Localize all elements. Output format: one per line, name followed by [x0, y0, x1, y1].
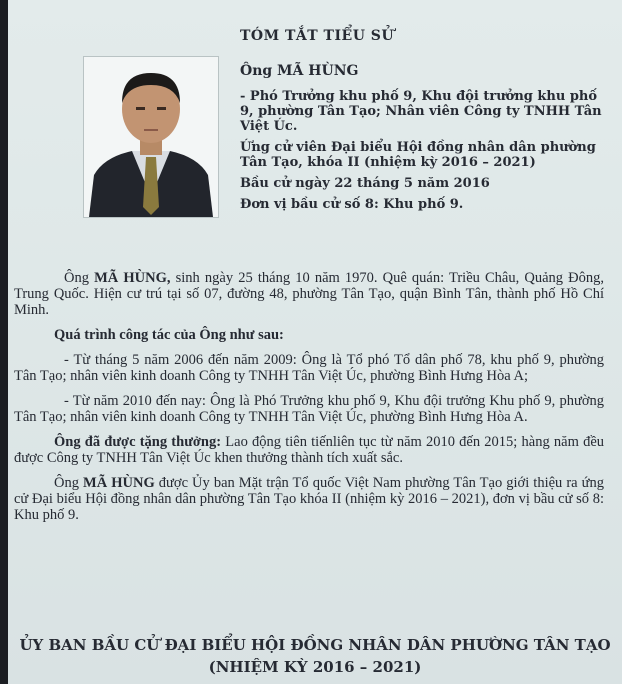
footer-line-1: ỦY BAN BẦU CỬ ĐẠI BIỂU HỘI ĐỒNG NHÂN DÂN PHƯỜNG TÂN TẠO — [19, 636, 611, 654]
awards-label: Ông đã được tặng thưởng: — [54, 434, 222, 450]
word-ong: Ông — [64, 270, 89, 286]
issuing-authority — [8, 634, 622, 678]
candidate-photo — [83, 56, 219, 218]
personal-info-paragraph — [14, 270, 604, 318]
word-ong-2: Ông — [54, 475, 79, 491]
introduction-paragraph — [14, 475, 604, 523]
intro-name: MÃ HÙNG — [83, 475, 155, 491]
electoral-unit: Đơn vị bầu cử số 8: Khu phố 9. — [240, 197, 464, 212]
awards-paragraph — [14, 434, 604, 466]
career-item-2: - Từ năm 2010 đến nay: Ông là Phó Trưởng khu phố 9, Khu đội trưởng Khu phố 9, phường Tân Tạo; nhân viên kinh doanh Công ty TNHH Tân Việt Úc, phường Bình Hưng Hòa A. — [14, 393, 604, 425]
intro-text: được Ủy ban Mặt trận Tổ quốc Việt Nam phường Tân Tạo giới thiệu ra ứng cử Đại biểu Hội đồng nhân dân phường Tân Tạo khóa II (nhiệm kỳ 2016 – 2021), đơn vị bầu cử số 8: Khu phố 9. — [14, 475, 604, 523]
footer-line-2: (NHIỆM KỲ 2016 – 2021) — [208, 658, 422, 676]
person-name: MÃ HÙNG, — [94, 270, 171, 286]
personal-info-text: sinh ngày 25 tháng 10 năm 1970. Quê quán: Triều Châu, Quảng Đông, Trung Quốc. Hiện cư trú tại số 07, đường 48, phường Tân Tạo, quận Bình Tân, thành phố Hồ Chí Minh. — [14, 270, 604, 318]
candidate-positions: - Phó Trưởng khu phố 9, Khu đội trưởng khu phố 9, phường Tân Tạo; Nhân viên Công ty TNHH Tân Việt Úc. — [240, 89, 602, 134]
document-title: TÓM TẮT TIỂU SỬ — [240, 28, 395, 44]
awards-text: Lao động tiên tiếnliên tục từ năm 2010 đến 2015; hàng năm đều được Công ty TNHH Tân Việt Úc khen thưởng thành tích xuất sắc. — [14, 434, 605, 466]
biography-body — [14, 270, 604, 532]
career-item-1: - Từ tháng 5 năm 2006 đến năm 2009: Ông là Tổ phó Tổ dân phố 78, khu phố 9, phường Tân Tạo; nhân viên kinh doanh Công ty TNHH Tân Việt Úc, phường Bình Hưng Hòa A; — [14, 352, 604, 384]
bio-header — [240, 64, 610, 218]
candidate-name: Ông MÃ HÙNG — [240, 63, 359, 79]
election-date: Bầu cử ngày 22 tháng 5 năm 2016 — [240, 176, 490, 191]
candidacy-line: Ứng cử viên Đại biểu Hội đồng nhân dân phường Tân Tạo, khóa II (nhiệm kỳ 2016 – 2021) — [240, 140, 596, 170]
career-heading: Quá trình công tác của Ông như sau: — [54, 327, 284, 343]
document-page — [8, 0, 622, 684]
